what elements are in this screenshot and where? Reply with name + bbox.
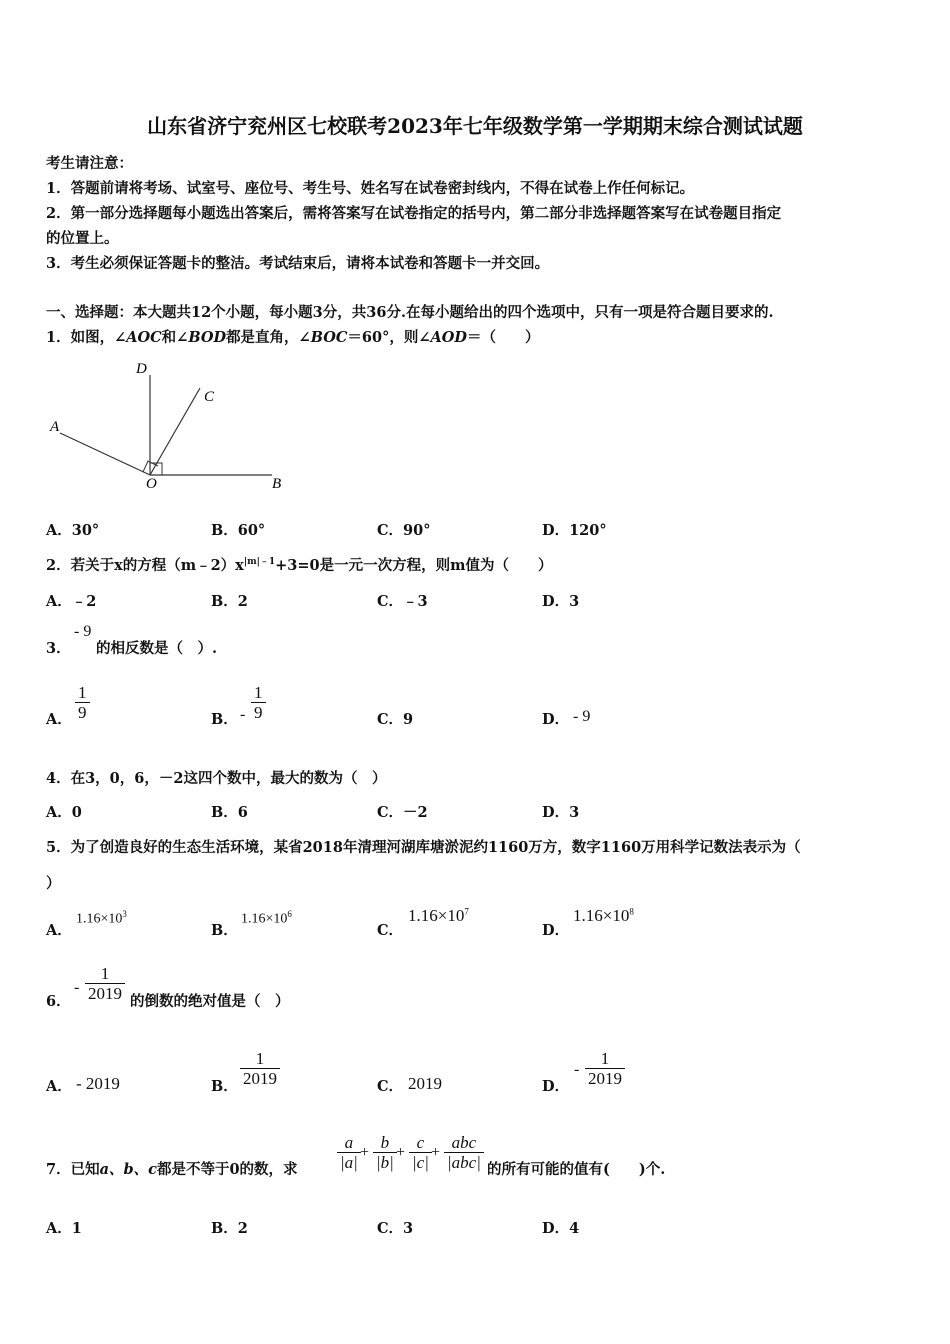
q7-fraction-abc: abc |abc|: [444, 1134, 484, 1172]
q6-number: 6．: [46, 993, 71, 1010]
q3-value: - 9: [74, 623, 92, 640]
notice-item-1: 1．答题前请将考场、试室号、座位号、考生号、姓名写在试卷密封线内，不得在试卷上作任何标记。: [46, 180, 695, 197]
q5-stem: 5．为了创造良好的生态生活环境，某省2018年清理河湖库塘淤泥约1160万方，数字1160万用科学记数法表示为（: [46, 839, 801, 856]
q5-option-a-value: $1.16\times 10^3$: [76, 909, 127, 927]
q1-option-a[interactable]: A．30°: [46, 522, 100, 539]
q7-fraction-b: $\frac{b}{|b|}$: [373, 1134, 397, 1172]
q4-option-a[interactable]: A．0: [46, 804, 82, 821]
q7-option-a[interactable]: A．1: [46, 1220, 82, 1237]
q6-option-c-label[interactable]: C．: [377, 1078, 404, 1095]
q4-option-c[interactable]: C．－2: [377, 804, 428, 821]
notice-item-2: 2．第一部分选择题每小题选出答案后，需将答案写在试卷指定的括号内，第二部分非选择题答案写在试卷题目指定: [46, 205, 782, 222]
q7-plus-3: +: [431, 1144, 441, 1161]
label-o: O: [146, 476, 157, 492]
q7-option-d[interactable]: D．4: [542, 1220, 580, 1237]
q3-stem: 的相反数是（ ）.: [96, 640, 218, 657]
q6-sign: -: [74, 979, 80, 996]
q5-option-c-label[interactable]: C．: [377, 922, 404, 939]
q3-option-b-fraction[interactable]: $\frac{1}{9}$: [251, 684, 266, 722]
q7-stem: 7．已知a、b、c都是不等于0的数，求: [46, 1161, 298, 1178]
ray-oc: [150, 388, 200, 475]
section-heading: 一、选择题：本大题共12个小题，每小题3分，共36分.在每小题给出的四个选项中，只有一项是符合题目要求的.: [46, 304, 774, 321]
q5-option-b-value: $1.16\times 10^6$: [241, 909, 292, 927]
q2-option-a[interactable]: A．﹣2: [46, 593, 97, 610]
q1-angle-figure: [40, 355, 300, 500]
q7-plus-1: +: [360, 1144, 370, 1161]
notice-item-2-cont: 的位置上。: [46, 230, 119, 247]
q7-option-b[interactable]: B．2: [211, 1220, 248, 1237]
q1-option-d[interactable]: D．120°: [542, 522, 607, 539]
q6-option-b-label[interactable]: B．: [211, 1078, 238, 1095]
q4-stem: 4．在3，0，6，－2这四个数中，最大的数为（ ）: [46, 770, 387, 787]
q6-option-b-fraction[interactable]: $\frac{1}{2019}$: [240, 1050, 280, 1088]
label-c: C: [204, 389, 215, 405]
q5-stem-cont: ）: [46, 875, 61, 892]
q7-stem-tail: 的所有可能的值有( )个.: [487, 1161, 666, 1178]
q2-option-d[interactable]: D．3: [542, 593, 580, 610]
notice-item-3: 3．考生必须保证答题卡的整洁。考试结束后，请将本试卷和答题卡一并交回。: [46, 255, 550, 272]
page-title: 山东省济宁兖州区七校联考2023年七年级数学第一学期期末综合测试试题: [147, 114, 803, 138]
q6-option-d-label[interactable]: D．: [542, 1078, 570, 1095]
q3-option-d-value: - 9: [573, 708, 591, 725]
q6-option-d-sign: -: [574, 1061, 580, 1078]
q3-option-a-fraction[interactable]: $\frac{1}{9}$: [75, 684, 90, 722]
q1-option-c[interactable]: C．90°: [377, 522, 431, 539]
q4-option-b[interactable]: B．6: [211, 804, 248, 821]
q6-fraction: $\frac{1}{2019}$: [85, 965, 125, 1003]
q5-option-c-value: $1.16\times 10^7$: [408, 906, 469, 925]
q3-option-c[interactable]: C．9: [377, 711, 414, 728]
label-d: D: [136, 361, 147, 377]
q6-option-c-value: 2019: [408, 1074, 442, 1093]
ray-oa: [60, 433, 150, 475]
q6-option-a-value: - 2019: [76, 1074, 120, 1093]
q5-option-a-label[interactable]: A．: [46, 922, 72, 939]
q1-option-b[interactable]: B．60°: [211, 522, 266, 539]
q7-plus-2: +: [396, 1144, 406, 1161]
q2-option-c[interactable]: C．﹣3: [377, 593, 428, 610]
q5-option-d-value: $1.16\times 10^8$: [573, 906, 634, 925]
q7-fraction-a: $\frac{a}{|a|}$: [337, 1134, 361, 1172]
q1-stem: 1．如图，∠AOC和∠BOD都是直角，∠BOC＝60°，则∠AOD＝（ ）: [46, 329, 540, 346]
q2-stem: 2．若关于x的方程$(m﹣2)x^{|m|﹣1}+3=0$是一元一次方程，则m值为（ ）: [46, 557, 553, 574]
label-a: A: [50, 419, 60, 435]
q3-option-a-label[interactable]: A．: [46, 711, 72, 728]
q5-option-b-label[interactable]: B．: [211, 922, 238, 939]
q7-fraction-c: $\frac{c}{|c|}$: [409, 1134, 432, 1172]
q6-option-d-fraction[interactable]: $\frac{1}{2019}$: [585, 1050, 625, 1088]
q5-option-d-label[interactable]: D．: [542, 922, 570, 939]
q3-option-d-label[interactable]: D．: [542, 711, 570, 728]
q3-option-b-label[interactable]: B．: [211, 711, 238, 728]
q6-option-a-label[interactable]: A．: [46, 1078, 72, 1095]
q6-stem: 的倒数的绝对值是（ ）: [130, 993, 290, 1010]
q3-option-b-sign: -: [240, 706, 246, 723]
label-b: B: [272, 476, 282, 492]
q7-option-c[interactable]: C．3: [377, 1220, 414, 1237]
q2-option-b[interactable]: B．2: [211, 593, 248, 610]
notice-heading: 考生请注意：: [46, 155, 133, 172]
q3-number: 3．: [46, 640, 71, 657]
q4-option-d[interactable]: D．3: [542, 804, 580, 821]
